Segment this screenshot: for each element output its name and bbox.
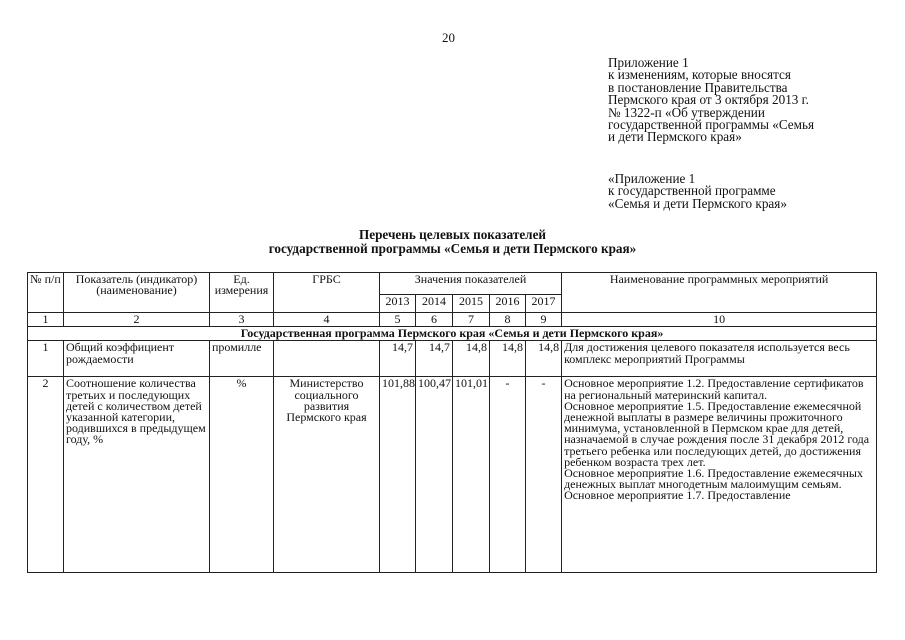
- program-appendix-line: «Семья и дети Пермского края»: [608, 195, 787, 211]
- row-value: 14,8: [490, 341, 526, 377]
- column-number: 5: [380, 313, 416, 327]
- program-appendix-line: «Приложение 1: [608, 171, 696, 186]
- appendix-line: в постановление Правительства: [608, 79, 788, 95]
- column-number: 2: [64, 313, 210, 327]
- title-line: государственной программы «Семья и дети Пермского края»: [268, 240, 637, 256]
- appendix-line: и дети Пермского края»: [608, 129, 742, 145]
- row-value: 14,8: [453, 341, 490, 377]
- header-year: 2013: [380, 295, 416, 313]
- row-value: -: [526, 377, 562, 573]
- measure-item: Для достижения целевого показателя используется весь комплекс мероприятий Программы: [564, 340, 850, 366]
- appendix-line: Пермского края от 3 октября 2013 г.: [608, 92, 809, 108]
- document-title: [0, 228, 905, 255]
- column-number: 9: [526, 313, 562, 327]
- column-number: 6: [416, 313, 453, 327]
- column-number: 7: [453, 313, 490, 327]
- row-value: -: [490, 377, 526, 573]
- header-num: № п/п: [28, 273, 64, 313]
- row-grbs: Министерство социального развития Пермского края: [274, 377, 380, 573]
- row-value: 101,01: [453, 377, 490, 573]
- measure-item: Основное мероприятие 1.5. Предоставление ежемесячной денежной выплаты в размере величины прожиточного минимума, установленной в Пермском крае для детей, назначаемой в случае рождения после 31 декабря 2012 года третьего ребенка или последующих детей, до достижения ребенком возраста трех лет.: [564, 398, 870, 469]
- row-value: 14,7: [416, 341, 453, 377]
- column-number: 4: [274, 313, 380, 327]
- appendix-line: государственной программы «Семья: [608, 117, 815, 133]
- row-indicator: Соотношение количества третьих и последующих детей с количеством детей указанной категории, родившихся в предыдущем году, %: [64, 377, 210, 573]
- page-number: 20: [442, 30, 455, 45]
- indicators-table: [27, 272, 877, 573]
- row-measures: [562, 341, 877, 377]
- appendix-line: № 1322-п «Об утверждении: [608, 104, 765, 120]
- row-num: 1: [28, 341, 64, 377]
- row-value: 100,47: [416, 377, 453, 573]
- row-grbs: [274, 341, 380, 377]
- header-measures: Наименование программных мероприятий: [562, 273, 877, 313]
- program-appendix-line: к государственной программе: [608, 183, 776, 199]
- header-year: 2016: [490, 295, 526, 313]
- header-year: 2014: [416, 295, 453, 313]
- appendix-line: Приложение 1: [608, 55, 689, 70]
- program-appendix: [608, 173, 787, 210]
- measure-item: Основное мероприятие 1.6. Предоставление ежемесячных денежных выплат многодетным малоимущим семьям.: [564, 466, 863, 492]
- measure-item: Основное мероприятие 1.7. Предоставление: [564, 488, 791, 503]
- header-unit: Ед. измерения: [210, 273, 274, 313]
- title-line: Перечень целевых показателей: [358, 227, 547, 242]
- row-indicator: Общий коэффициент рождаемости: [64, 341, 210, 377]
- header-grbs: ГРБС: [274, 273, 380, 313]
- column-number: 8: [490, 313, 526, 327]
- row-measures: [562, 377, 877, 573]
- section-title: Государственная программа Пермского края «Семья и дети Пермского края»: [28, 327, 877, 341]
- column-number: 10: [562, 313, 877, 327]
- appendix-line: к изменениям, которые вносятся: [608, 67, 791, 83]
- measure-item: Основное мероприятие 1.2. Предоставление сертификатов на региональный материнский капитал.: [564, 376, 864, 402]
- header-year: 2017: [526, 295, 562, 313]
- column-number: 3: [210, 313, 274, 327]
- appendix-header: [608, 57, 814, 144]
- row-unit: %: [210, 377, 274, 573]
- row-unit: промилле: [210, 341, 274, 377]
- row-value: 101,88: [380, 377, 416, 573]
- row-value: 14,8: [526, 341, 562, 377]
- header-values-group: Значения показателей: [380, 273, 562, 295]
- header-year: 2015: [453, 295, 490, 313]
- column-number: 1: [28, 313, 64, 327]
- row-num: 2: [28, 377, 64, 573]
- row-value: 14,7: [380, 341, 416, 377]
- header-indicator: Показатель (индикатор) (наименование): [64, 273, 210, 313]
